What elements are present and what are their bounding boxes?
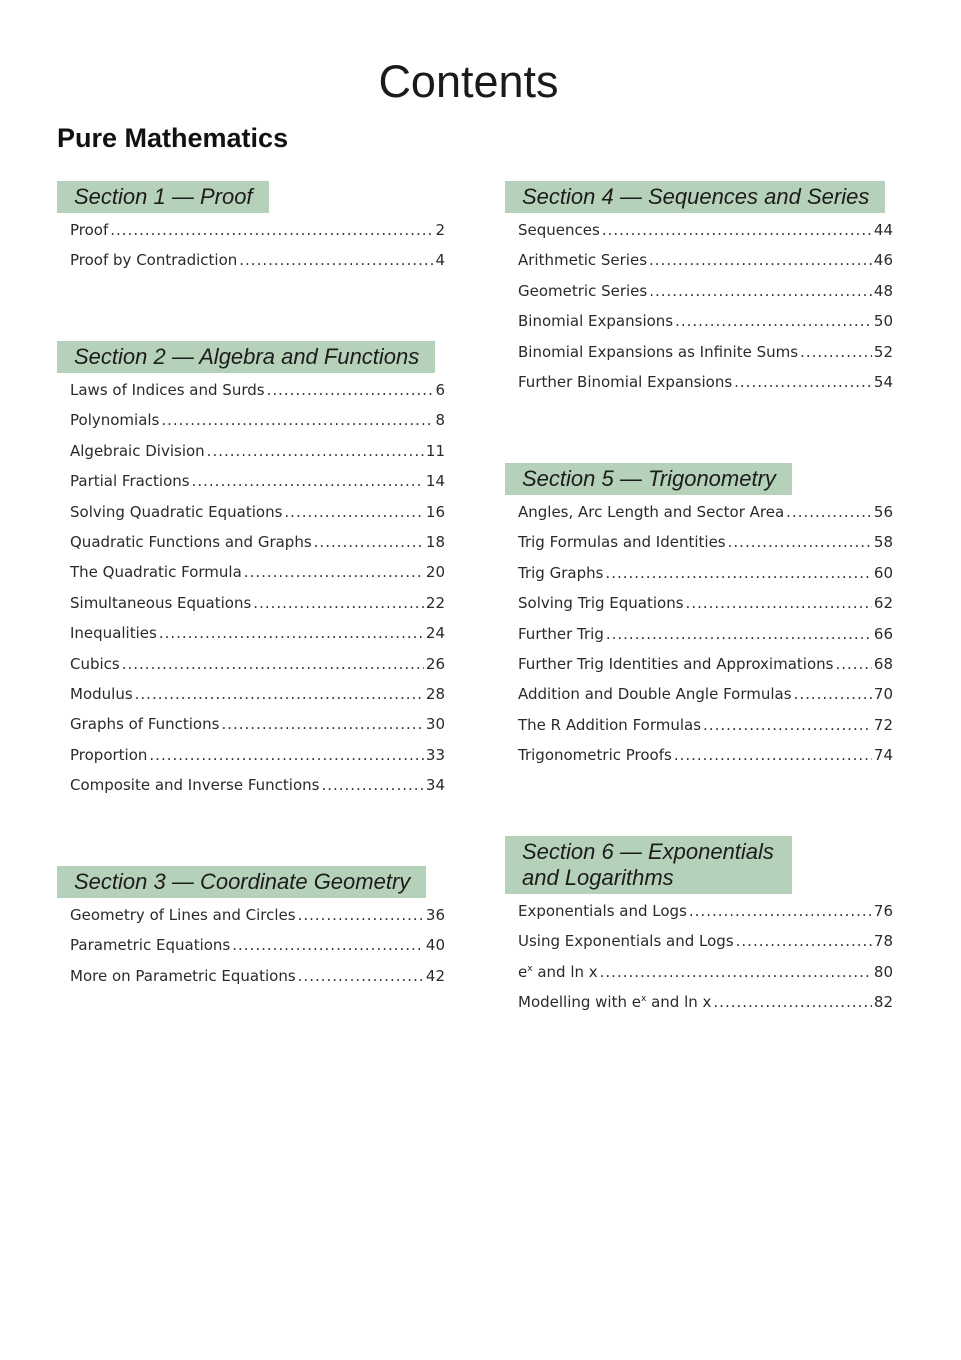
entry-title: Trigonometric Proofs — [518, 746, 672, 765]
entry-title: Solving Trig Equations — [518, 594, 684, 613]
page-number: 33 — [425, 745, 445, 764]
entry-title: Proportion — [70, 745, 148, 764]
toc-entry[interactable] — [518, 993, 893, 1023]
dot-leader — [649, 251, 872, 269]
section-heading: Section 1 — Proof — [57, 181, 269, 213]
entry-title: Proof by Contradiction — [70, 251, 238, 270]
entry-title: Angles, Arc Length and Sector Area — [518, 503, 785, 521]
dot-leader — [221, 715, 423, 733]
dot-leader — [239, 251, 433, 269]
section-heading: Section 3 — Coordinate Geometry — [57, 866, 426, 898]
dot-leader — [649, 282, 872, 300]
toc-entry[interactable] — [70, 381, 445, 411]
entry-list — [57, 381, 445, 806]
entry-list — [505, 221, 893, 403]
dot-leader — [736, 932, 872, 950]
entry-title: Cubics — [70, 654, 120, 673]
page-number: 34 — [425, 776, 445, 795]
dot-leader — [602, 221, 872, 239]
dot-leader — [122, 655, 424, 673]
section-6 — [505, 836, 893, 1024]
dot-leader — [689, 902, 872, 920]
dot-leader — [686, 594, 872, 612]
entry-list — [57, 221, 445, 282]
entry-title: Partial Fractions — [70, 472, 190, 491]
entry-title: Arithmetic Series — [518, 251, 648, 270]
page-number: 76 — [873, 902, 893, 920]
toc-entry[interactable] — [70, 715, 445, 745]
entry-title: Inequalities — [70, 624, 157, 643]
entry-title: Quadratic Functions and Graphs — [70, 532, 312, 551]
toc-entry[interactable] — [518, 716, 893, 746]
page-number: 18 — [425, 532, 445, 551]
page-title: Contents — [378, 56, 559, 107]
page-number: 14 — [425, 472, 445, 491]
toc-entry[interactable] — [70, 472, 445, 502]
page-number: 28 — [425, 684, 445, 703]
entry-title: Geometry of Lines and Circles — [70, 906, 296, 924]
page-number: 22 — [425, 593, 445, 612]
page-number: 40 — [425, 936, 445, 955]
toc-entry[interactable] — [518, 625, 893, 655]
toc-entry[interactable] — [70, 906, 445, 936]
entry-title: Algebraic Division — [70, 441, 205, 460]
dot-leader — [794, 685, 872, 703]
toc-entry[interactable] — [518, 932, 893, 962]
part-heading: Pure Mathematics — [57, 123, 289, 153]
entry-title: The R Addition Formulas — [518, 715, 702, 734]
toc-entry[interactable] — [518, 533, 893, 563]
dot-leader — [606, 625, 872, 643]
page-number: 70 — [873, 685, 893, 704]
page-number: 36 — [425, 906, 445, 924]
entry-title-base: Modelling with e — [518, 993, 641, 1012]
toc-entry[interactable] — [70, 503, 445, 533]
page-number: 52 — [873, 342, 893, 361]
section-4 — [505, 181, 893, 403]
toc-entry[interactable] — [70, 685, 445, 715]
dot-leader — [207, 442, 424, 460]
dot-leader — [786, 503, 872, 521]
section-2 — [57, 341, 445, 806]
toc-entry[interactable] — [70, 624, 445, 654]
dot-leader — [728, 533, 872, 551]
toc-entry[interactable] — [518, 503, 893, 533]
entry-title: Trig Graphs — [518, 563, 604, 582]
toc-entry[interactable] — [518, 963, 893, 993]
toc-entry[interactable] — [70, 563, 445, 593]
dot-leader — [284, 503, 424, 521]
entry-title: Solving Quadratic Equations — [70, 502, 283, 521]
entry-title-superscript: x — [641, 994, 647, 1005]
toc-entry[interactable] — [518, 655, 893, 685]
section-5 — [505, 463, 893, 777]
entry-title: Addition and Double Angle Formulas — [518, 685, 792, 704]
page-number: 56 — [873, 503, 893, 521]
toc-entry[interactable] — [518, 282, 893, 312]
entry-title: Graphs of Functions — [70, 715, 220, 734]
entry-title: Further Binomial Expansions — [518, 372, 733, 391]
dot-leader — [149, 746, 424, 764]
entry-title: Binomial Expansions — [518, 312, 674, 331]
page-number: 78 — [873, 932, 893, 951]
page-number: 82 — [873, 993, 893, 1012]
entry-title: Composite and Inverse Functions — [70, 776, 320, 795]
dot-leader — [298, 967, 424, 985]
entry-title: Polynomials — [70, 411, 160, 430]
toc-entry[interactable] — [70, 411, 445, 441]
toc-entry[interactable] — [518, 564, 893, 594]
toc-entry[interactable] — [70, 594, 445, 624]
toc-entry[interactable] — [70, 655, 445, 685]
section-heading: Section 2 — Algebra and Functions — [57, 341, 435, 373]
page-number: 66 — [873, 624, 893, 643]
page-number: 60 — [873, 563, 893, 582]
page-number: 11 — [425, 441, 445, 460]
entry-title: Using Exponentials and Logs — [518, 932, 734, 951]
page-number: 50 — [873, 312, 893, 331]
entry-title: Trig Formulas and Identities — [518, 533, 726, 552]
page-number: 44 — [873, 221, 893, 239]
entry-title: Parametric Equations — [70, 936, 231, 955]
page-number: 24 — [425, 624, 445, 643]
dot-leader — [314, 533, 424, 551]
section-heading — [505, 836, 792, 894]
section-heading: Section 4 — Sequences and Series — [505, 181, 885, 213]
section-heading: Section 5 — Trigonometry — [505, 463, 792, 495]
entry-title: Further Trig Identities and Approximations — [518, 654, 834, 673]
toc-entry[interactable] — [518, 251, 893, 281]
toc-entry[interactable] — [518, 902, 893, 932]
page-number: 74 — [873, 746, 893, 765]
toc-entry[interactable] — [70, 746, 445, 776]
toc-entry[interactable] — [70, 533, 445, 563]
page-number: 6 — [435, 381, 445, 399]
section-heading-line: and Logarithms — [522, 865, 674, 890]
dot-leader — [192, 472, 424, 490]
entry-title: Laws of Indices and Surds — [70, 381, 265, 399]
toc-entry[interactable] — [518, 685, 893, 715]
page-number: 72 — [873, 715, 893, 734]
dot-leader — [835, 655, 871, 673]
dot-leader — [267, 381, 434, 399]
dot-leader — [159, 624, 424, 642]
page-number: 2 — [435, 221, 445, 239]
page-number: 8 — [435, 411, 445, 430]
section-heading-line: Section 6 — Exponentials — [522, 839, 774, 864]
entry-title: Further Trig — [518, 624, 604, 643]
toc-entry[interactable] — [518, 373, 893, 403]
page-number: 30 — [425, 715, 445, 734]
dot-leader — [600, 963, 872, 981]
toc-entry[interactable] — [518, 221, 893, 251]
entry-list — [505, 503, 893, 777]
section-3 — [57, 866, 445, 997]
page-number: 48 — [873, 281, 893, 300]
entry-title: Simultaneous Equations — [70, 593, 252, 612]
toc-entry[interactable] — [70, 776, 445, 806]
dot-leader — [253, 594, 424, 612]
entry-title — [518, 993, 711, 1011]
toc-entry[interactable] — [518, 746, 893, 776]
page-number: 68 — [873, 654, 893, 673]
toc-entry[interactable] — [70, 967, 445, 997]
entry-title-base: e — [518, 962, 528, 981]
entry-title: Exponentials and Logs — [518, 902, 687, 920]
page-number: 54 — [873, 372, 893, 391]
page-number: 46 — [873, 251, 893, 270]
entry-title: Modulus — [70, 684, 133, 703]
toc-entry[interactable] — [70, 221, 445, 251]
page-number: 58 — [873, 533, 893, 552]
entry-title-superscript: x — [527, 963, 533, 974]
page-number: 4 — [435, 251, 445, 270]
page-number: 42 — [425, 966, 445, 985]
toc-entry[interactable] — [518, 594, 893, 624]
entry-list — [57, 906, 445, 997]
entry-title: More on Parametric Equations — [70, 966, 296, 985]
entry-title: Sequences — [518, 221, 600, 239]
page-number: 62 — [873, 594, 893, 613]
dot-leader — [734, 373, 872, 391]
entry-title — [518, 963, 598, 981]
dot-leader — [713, 993, 872, 1011]
dot-leader — [244, 563, 424, 581]
page-number: 26 — [425, 654, 445, 673]
dot-leader — [135, 685, 424, 703]
toc-entry[interactable] — [70, 936, 445, 966]
entry-title: The Quadratic Formula — [70, 563, 242, 582]
dot-leader — [298, 906, 424, 924]
dot-leader — [161, 411, 433, 429]
entry-title: Binomial Expansions as Infinite Sums — [518, 342, 799, 361]
entry-title-rest: and ln x — [532, 962, 598, 981]
toc-entry[interactable] — [70, 442, 445, 472]
section-1 — [57, 181, 445, 282]
dot-leader — [674, 746, 872, 764]
entry-title: Proof — [70, 221, 109, 239]
entry-title: Geometric Series — [518, 281, 648, 300]
dot-leader — [232, 936, 424, 954]
dot-leader — [675, 312, 872, 330]
toc-entry[interactable] — [70, 251, 445, 281]
page-number: 80 — [873, 962, 893, 981]
toc-entry[interactable] — [518, 343, 893, 373]
dot-leader — [800, 343, 872, 361]
page-number: 16 — [425, 502, 445, 521]
toc-entry[interactable] — [518, 312, 893, 342]
dot-leader — [605, 564, 871, 582]
dot-leader — [110, 221, 433, 239]
page-number: 20 — [425, 563, 445, 582]
entry-title-rest: and ln x — [646, 993, 712, 1012]
dot-leader — [703, 716, 872, 734]
entry-list — [505, 902, 893, 1024]
dot-leader — [321, 776, 423, 794]
